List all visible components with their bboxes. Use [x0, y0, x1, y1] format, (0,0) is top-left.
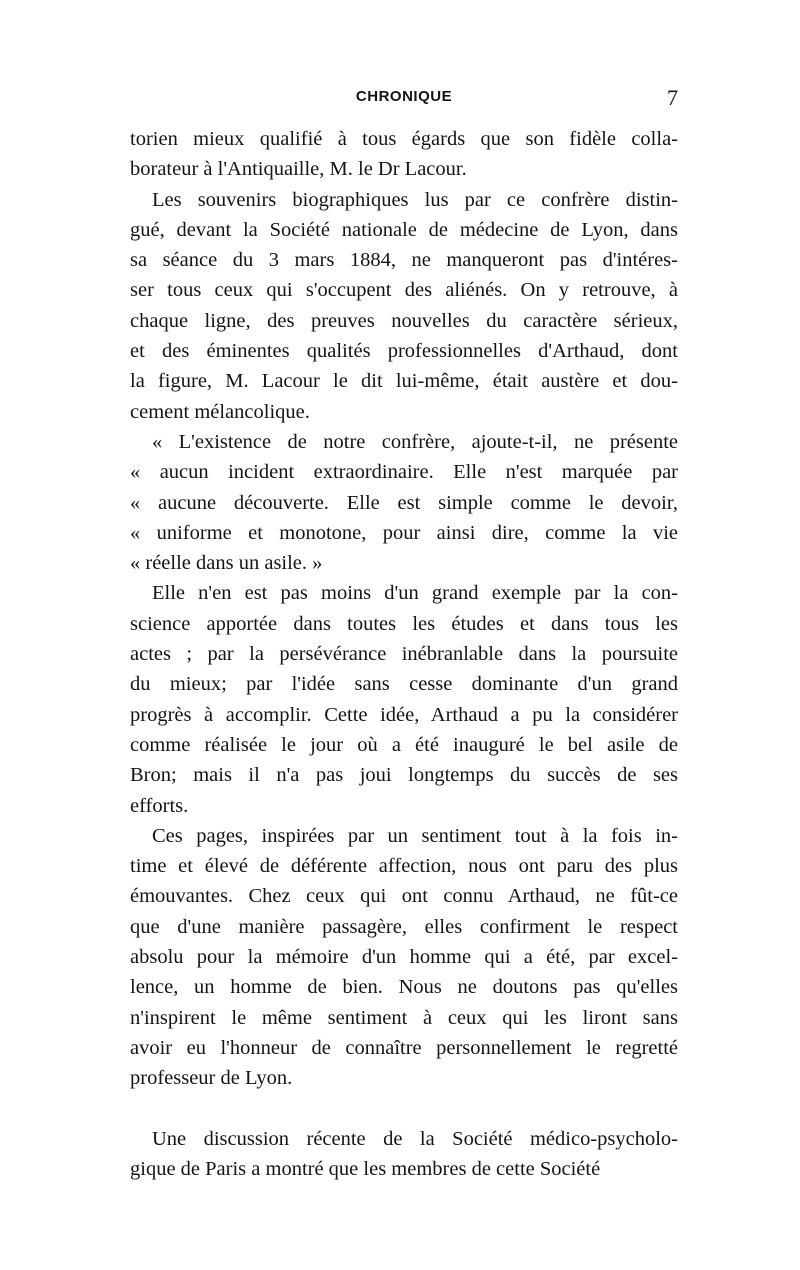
text-line: gique de Paris a montré que les membres de cette Société — [130, 1158, 601, 1181]
text-line: Les souvenirs biographiques lus par ce confrère distin- — [152, 188, 678, 211]
running-title: CHRONIQUE — [355, 88, 453, 105]
text-line: professeur de Lyon. — [130, 1067, 293, 1090]
text-line: la figure, M. Lacour le dit lui-même, était austère et dou- — [130, 370, 678, 393]
text-line: comme réalisée le jour où a été inauguré le bel asile de — [130, 733, 678, 756]
text-line: « réelle dans un asile. » — [130, 552, 323, 575]
text-line: Ces pages, inspirées par un sentiment tout à la fois in- — [152, 824, 678, 847]
text-line: borateur à l'Antiquaille, M. le Dr Lacour. — [130, 158, 467, 181]
text-line: « uniforme et monotone, pour ainsi dire, comme la vie — [130, 521, 678, 544]
paragraph — [130, 427, 678, 578]
text-line: que d'une manière passagère, elles confirment le respect — [130, 915, 678, 938]
text-line: émouvantes. Chez ceux qui ont connu Arthaud, ne fût-ce — [130, 885, 678, 908]
text-line: avoir eu l'honneur de connaître personnellement le regretté — [130, 1036, 678, 1059]
text-line: ser tous ceux qui s'occupent des aliénés. On y retrouve, à — [130, 279, 678, 302]
running-head — [130, 85, 678, 114]
text-line: Elle n'en est pas moins d'un grand exemple par la con- — [152, 582, 678, 605]
text-line: absolu pour la mémoire d'un homme qui a été, par excel- — [130, 946, 678, 969]
text-line: « aucun incident extraordinaire. Elle n'est marquée par — [130, 461, 678, 484]
text-line: n'inspirent le même sentiment à ceux qui les liront sans — [130, 1006, 678, 1029]
text-line: sa séance du 3 mars 1884, ne manqueront pas d'intéres- — [130, 249, 678, 272]
text-line: et des éminentes qualités professionnelles d'Arthaud, dont — [130, 340, 678, 363]
text-line: cement mélancolique. — [130, 400, 310, 423]
text-line: Une discussion récente de la Société médico-psycholo- — [152, 1127, 678, 1150]
text-line: progrès à accomplir. Cette idée, Arthaud a pu la considérer — [130, 703, 678, 726]
paragraph — [130, 578, 678, 820]
body-text — [130, 124, 678, 1184]
text-line: torien mieux qualifié à tous égards que son fidèle colla- — [130, 128, 678, 150]
text-line: actes ; par la persévérance inébranlable dans la poursuite — [130, 643, 678, 666]
paragraph — [130, 1124, 678, 1185]
text-line: gué, devant la Société nationale de médecine de Lyon, dans — [130, 218, 678, 241]
text-line: « L'existence de notre confrère, ajoute-t-il, ne présente — [152, 430, 678, 453]
text-line: du mieux; par l'idée sans cesse dominante d'un grand — [130, 673, 678, 696]
text-line: efforts. — [130, 794, 189, 817]
text-line: science apportée dans toutes les études et dans tous les — [130, 612, 678, 635]
paragraph-gap — [130, 1094, 678, 1124]
text-line: Bron; mais il n'a pas joui longtemps du succès de ses — [130, 764, 678, 787]
paragraph — [130, 185, 678, 427]
paragraph — [130, 821, 678, 1094]
text-line: lence, un homme de bien. Nous ne doutons pas qu'elles — [130, 976, 678, 999]
text-line: « aucune découverte. Elle est simple comme le devoir, — [130, 491, 678, 514]
text-line: chaque ligne, des preuves nouvelles du caractère sérieux, — [130, 309, 678, 332]
page-number: 7 — [667, 85, 678, 110]
paragraph — [130, 124, 678, 185]
text-line: time et élevé de déférente affection, nous ont paru des plus — [130, 855, 678, 878]
